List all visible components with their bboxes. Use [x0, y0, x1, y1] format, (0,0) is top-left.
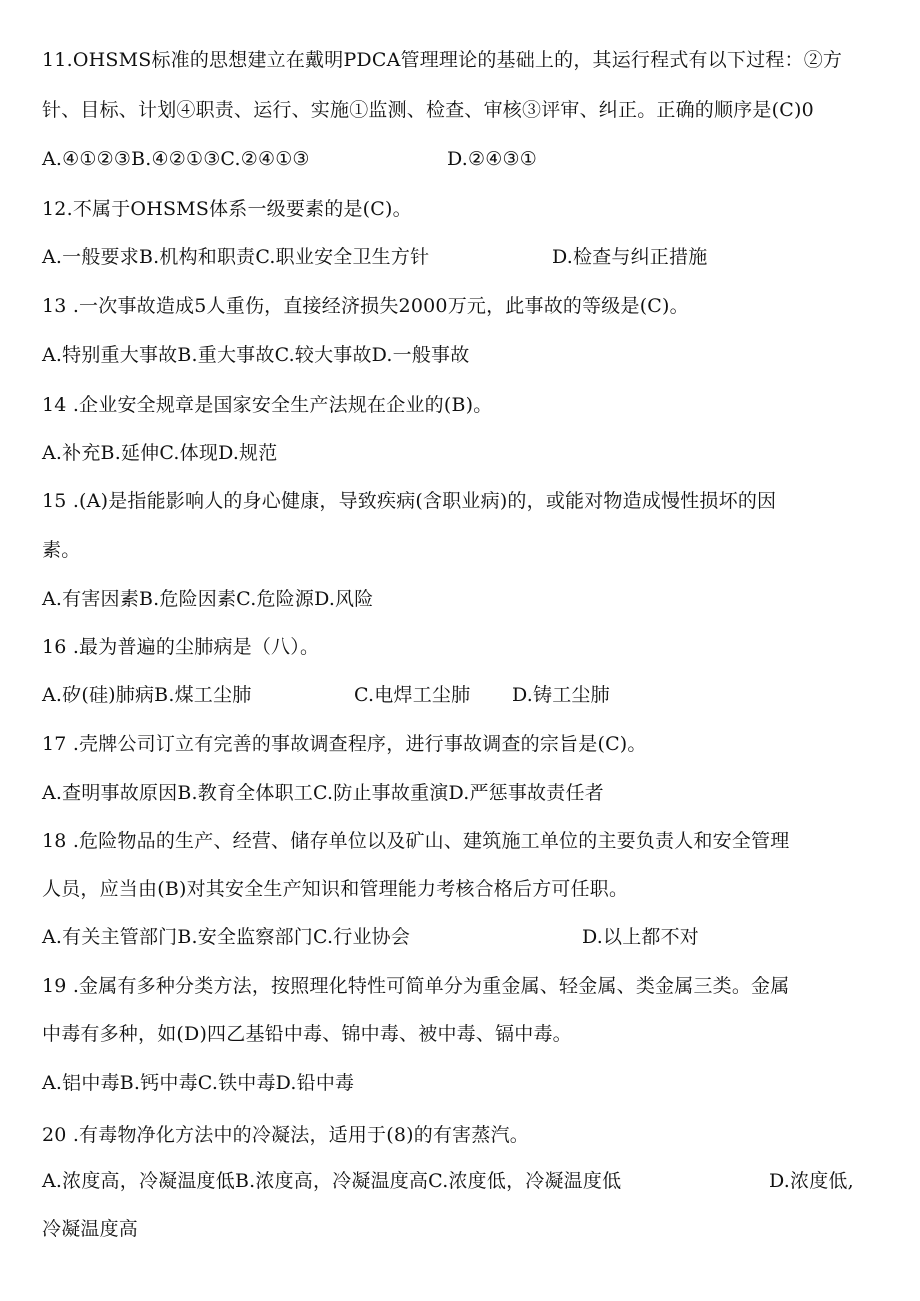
question-18-option-d: D.以上都不对 — [582, 926, 699, 948]
question-17-options: A.查明事故原因B.教育全体职工C.防止事故重演D.严惩事故责任者 — [42, 782, 604, 804]
question-12-options — [42, 244, 888, 270]
question-14-options: A.补充B.延伸C.体现D.规范 — [42, 442, 278, 464]
question-11-stem-line-1: 11.OHSMS标准的思想建立在戴明PDCA管理理论的基础上的，其运行程式有以下过程：②方 — [42, 49, 843, 71]
question-19-stem-line-1: 19 .金属有多种分类方法，按照理化特性可简单分为重金属、轻金属、类金属三类。金属 — [42, 975, 790, 997]
question-16-stem: 16 .最为普遍的尘肺病是（八）。 — [42, 636, 320, 658]
question-12-option-d: D.检查与纠正措施 — [552, 246, 708, 268]
question-18-options — [42, 924, 888, 950]
question-20-options — [42, 1168, 888, 1194]
question-18-options-abc: A.有关主管部门B.安全监察部门C.行业协会 — [42, 926, 411, 948]
question-15-options: A.有害因素B.危险因素C.危险源D.风险 — [42, 588, 374, 610]
question-20-options-abc: A.浓度高，冷凝温度低B.浓度高，冷凝温度高C.浓度低，冷凝温度低 — [42, 1170, 622, 1192]
question-11-options-abc: A.④①②③B.④②①③C.②④①③ — [42, 148, 310, 170]
question-16-option-d: D.铸工尘肺 — [512, 684, 610, 706]
question-11-options — [42, 146, 888, 172]
question-13-stem: 13 .一次事故造成5人重伤，直接经济损失2000万元，此事故的等级是(C)。 — [42, 295, 689, 317]
question-20-option-d: D.浓度低, — [769, 1170, 854, 1192]
question-18-stem-line-2: 人员，应当由(B)对其安全生产知识和管理能力考核合格后方可任职。 — [42, 878, 629, 900]
question-11-stem-line-2: 针、目标、计划④职责、运行、实施①监测、检查、审核③评审、纠正。正确的顺序是(C)0 — [42, 99, 814, 121]
question-15-stem-line-2: 素。 — [42, 539, 81, 561]
question-19-stem-line-2: 中毒有多种，如(D)四乙基铅中毒、锦中毒、被中毒、镉中毒。 — [42, 1023, 572, 1045]
question-20-options-continued: 冷凝温度高 — [42, 1218, 139, 1240]
question-14-stem: 14 .企业安全规章是国家安全生产法规在企业的(B)。 — [42, 394, 493, 416]
question-12-stem: 12.不属于OHSMS体系一级要素的是(C)。 — [42, 198, 412, 220]
question-17-stem: 17 .壳牌公司订立有完善的事故调查程序，进行事故调查的宗旨是(C)。 — [42, 733, 647, 755]
question-12-options-abc: A.一般要求B.机构和职责C.职业安全卫生方针 — [42, 246, 430, 268]
question-15-stem-line-1: 15 .(A)是指能影响人的身心健康，导致疾病(含职业病)的，或能对物造成慢性损坏的因 — [42, 490, 777, 512]
question-16-option-c: C.电焊工尘肺 — [354, 684, 471, 706]
question-16-options-ab: A.矽(硅)肺病B.煤工尘肺 — [42, 684, 252, 706]
question-16-options — [42, 682, 888, 708]
question-20-stem: 20 .有毒物净化方法中的冷凝法，适用于(8)的有害蒸汽。 — [42, 1124, 529, 1146]
question-19-options: A.铝中毒B.钙中毒C.铁中毒D.铅中毒 — [42, 1072, 355, 1094]
question-18-stem-line-1: 18 .危险物品的生产、经营、储存单位以及矿山、建筑施工单位的主要负责人和安全管理 — [42, 830, 790, 852]
question-11-option-d: D.②④③① — [447, 148, 537, 170]
question-13-options: A.特别重大事故B.重大事故C.较大事故D.一般事故 — [42, 344, 470, 366]
